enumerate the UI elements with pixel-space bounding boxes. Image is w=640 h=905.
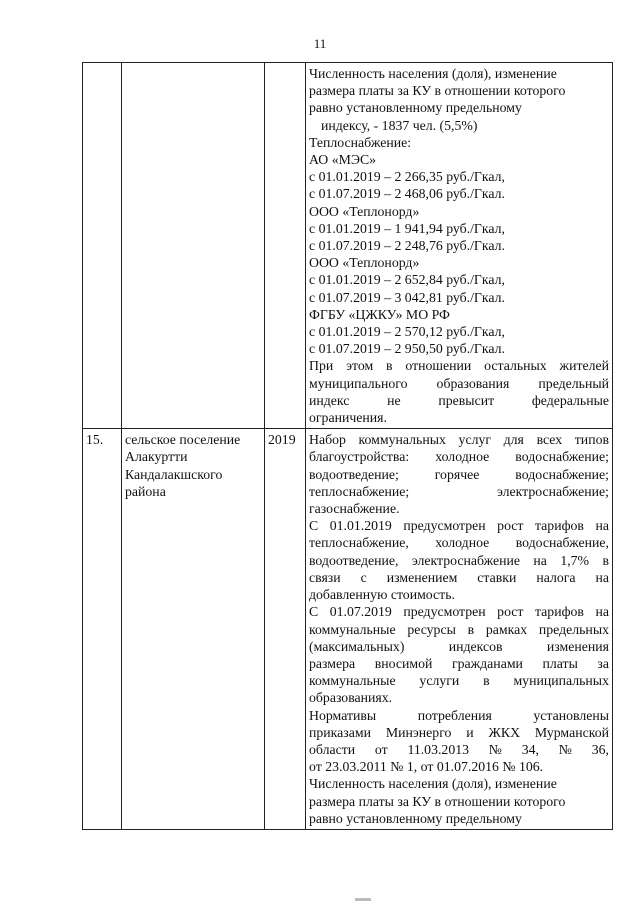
- word: рамках: [485, 621, 528, 637]
- word: потребления: [417, 707, 492, 723]
- word: тарифов: [534, 518, 584, 534]
- description-line: [309, 448, 609, 465]
- word: типов: [574, 432, 609, 448]
- description-cell: [306, 63, 613, 429]
- word: в: [386, 358, 393, 374]
- word: с: [360, 569, 367, 585]
- word: жителей: [559, 358, 609, 374]
- description-line: Теплоснабжение:: [309, 134, 412, 150]
- row-number-cell: [83, 63, 122, 429]
- year-cell: [265, 63, 306, 429]
- year-cell: 2019: [265, 429, 306, 830]
- word: установлены: [533, 707, 609, 723]
- description-line: равно установленному предельному: [309, 100, 522, 116]
- word: в: [467, 621, 475, 637]
- description-line: [309, 517, 609, 534]
- word: размера: [309, 655, 356, 671]
- word: холодное: [435, 535, 490, 551]
- word: тарифов: [534, 604, 584, 620]
- word: коммунальные: [309, 621, 396, 637]
- word: за: [597, 655, 609, 671]
- description-line: [309, 621, 609, 638]
- description-line: [309, 655, 609, 672]
- word: услуг: [458, 432, 492, 448]
- word: электроснабжение;: [496, 483, 609, 499]
- description-line: индексу, - 1837 чел. (5,5%): [321, 117, 478, 133]
- description-line: Численность населения (доля), изменение: [309, 66, 557, 81]
- word: гражданами: [451, 655, 523, 671]
- word: в: [483, 673, 490, 689]
- word: При: [309, 358, 334, 374]
- description-line: Численность населения (доля), изменение: [309, 776, 557, 792]
- word: ЖКХ: [488, 724, 521, 740]
- word: не: [387, 392, 401, 408]
- word: на: [595, 518, 609, 534]
- word: на: [595, 569, 609, 585]
- page-edge-mark: [355, 898, 371, 901]
- description-line: [309, 392, 609, 409]
- word: теплоснабжение;: [309, 483, 410, 499]
- word: этом: [346, 358, 374, 374]
- word: рост: [497, 518, 524, 534]
- word: рост: [497, 604, 524, 620]
- description-line: [309, 483, 609, 500]
- word: горячее: [434, 466, 480, 482]
- description-line: [309, 466, 609, 483]
- word: на: [595, 604, 609, 620]
- word: Набор: [309, 432, 346, 448]
- description-cell: [306, 429, 613, 830]
- word: в: [602, 552, 609, 568]
- description-line: с 01.07.2019 – 2 248,76 руб./Гкал.: [309, 238, 505, 254]
- word: теплоснабжение,: [309, 535, 409, 551]
- word: Нормативы: [309, 707, 377, 723]
- word: связи: [309, 569, 341, 585]
- description-line: размера платы за КУ в отношении которого: [309, 793, 566, 809]
- word: платы: [542, 655, 578, 671]
- row-number-cell: 15.: [83, 429, 122, 830]
- word: изменением: [386, 569, 458, 585]
- word: холодное: [435, 449, 490, 465]
- word: коммунальных: [358, 432, 446, 448]
- word: области: [309, 741, 356, 757]
- word: федеральные: [531, 392, 609, 408]
- word: приказами: [309, 724, 371, 740]
- page-number: 11: [313, 36, 327, 51]
- word: вносимой: [374, 655, 433, 671]
- description-line: с 01.01.2019 – 1 941,94 руб./Гкал,: [309, 220, 505, 236]
- territory-cell: [122, 429, 265, 830]
- word: электроснабжение: [411, 552, 521, 568]
- word: водоотведение,: [309, 552, 399, 568]
- word: 36,: [591, 741, 609, 757]
- word: превысит: [438, 392, 495, 408]
- word: образования: [436, 375, 510, 391]
- description-line: [309, 534, 609, 551]
- word: №: [558, 741, 572, 757]
- word: (максимальных): [309, 638, 405, 654]
- word: 01.01.2019: [329, 518, 392, 534]
- word: ставки: [477, 569, 517, 585]
- description-line: от 23.03.2011 № 1, от 01.07.2016 № 106.: [309, 759, 544, 775]
- word: муниципального: [309, 375, 408, 391]
- word: предельный: [538, 375, 609, 391]
- description-line: [309, 707, 609, 724]
- territory-line: района: [125, 483, 166, 499]
- description-line: [309, 638, 609, 655]
- description-line: с 01.01.2019 – 2 652,84 руб./Гкал,: [309, 272, 505, 288]
- description-line: газоснабжение.: [309, 501, 400, 517]
- description-line: [309, 672, 609, 689]
- description-line: с 01.07.2019 – 2 468,06 руб./Гкал.: [309, 186, 505, 202]
- word: 1,7%: [560, 552, 590, 568]
- word: предусмотрен: [403, 604, 486, 620]
- word: С: [309, 604, 319, 620]
- word: предельных: [538, 621, 609, 637]
- word: 34,: [521, 741, 539, 757]
- word: остальных: [484, 358, 547, 374]
- description-line: ФГБУ «ЦЖКУ» МО РФ: [309, 306, 450, 322]
- word: водоснабжение;: [515, 466, 609, 482]
- description-line: [309, 741, 609, 758]
- description-line: [309, 375, 609, 392]
- word: на: [533, 552, 547, 568]
- word: С: [309, 518, 319, 534]
- word: коммунальные: [309, 673, 396, 689]
- word: 01.07.2019: [329, 604, 392, 620]
- word: водоотведение;: [309, 466, 399, 482]
- word: и: [466, 724, 474, 740]
- word: муниципальных: [513, 673, 609, 689]
- word: ресурсы: [407, 621, 456, 637]
- word: отношении: [405, 358, 472, 374]
- word: 11.03.2013: [407, 741, 470, 757]
- territory-line: Кандалакшского: [125, 466, 223, 482]
- tariff-table: [82, 62, 613, 830]
- word: благоустройства:: [309, 449, 410, 465]
- description-line: с 01.07.2019 – 2 950,50 руб./Гкал.: [309, 341, 505, 357]
- word: Минэнерго: [385, 724, 452, 740]
- word: налога: [536, 569, 576, 585]
- word: для: [503, 432, 524, 448]
- description-line: [309, 431, 609, 448]
- word: услуги: [419, 673, 460, 689]
- description-line: АО «МЭС»: [309, 152, 377, 168]
- description-line: [309, 552, 609, 569]
- description-line: ООО «Теплонорд»: [309, 255, 420, 271]
- description-line: [309, 357, 609, 374]
- territory-line: Алакуртти: [125, 449, 188, 465]
- description-line: ограничения.: [309, 410, 387, 426]
- word: №: [488, 741, 502, 757]
- word: индексов: [448, 638, 503, 654]
- word: индекс: [309, 392, 350, 408]
- table-row: [83, 429, 613, 830]
- word: водоснабжение;: [515, 449, 609, 465]
- territory-cell: [122, 63, 265, 429]
- description-line: [309, 569, 609, 586]
- word: предусмотрен: [403, 518, 486, 534]
- description-line: образованиях.: [309, 690, 393, 706]
- table-row: [83, 63, 613, 429]
- territory-line: сельское поселение: [125, 432, 241, 448]
- description-line: ООО «Теплонорд»: [309, 203, 420, 219]
- description-line: с 01.07.2019 – 3 042,81 руб./Гкал.: [309, 289, 505, 305]
- description-line: равно установленному предельному: [309, 810, 522, 826]
- word: изменения: [546, 638, 609, 654]
- description-line: добавленную стоимость.: [309, 587, 455, 603]
- word: всех: [536, 432, 563, 448]
- description-line: [309, 603, 609, 620]
- description-line: [309, 724, 609, 741]
- table-body: [83, 63, 613, 830]
- word: от: [374, 741, 388, 757]
- word: водоснабжение,: [515, 535, 609, 551]
- description-line: с 01.01.2019 – 2 266,35 руб./Гкал,: [309, 169, 505, 185]
- description-line: размера платы за КУ в отношении которого: [309, 83, 566, 99]
- description-line: с 01.01.2019 – 2 570,12 руб./Гкал,: [309, 324, 505, 340]
- word: Мурманской: [534, 724, 609, 740]
